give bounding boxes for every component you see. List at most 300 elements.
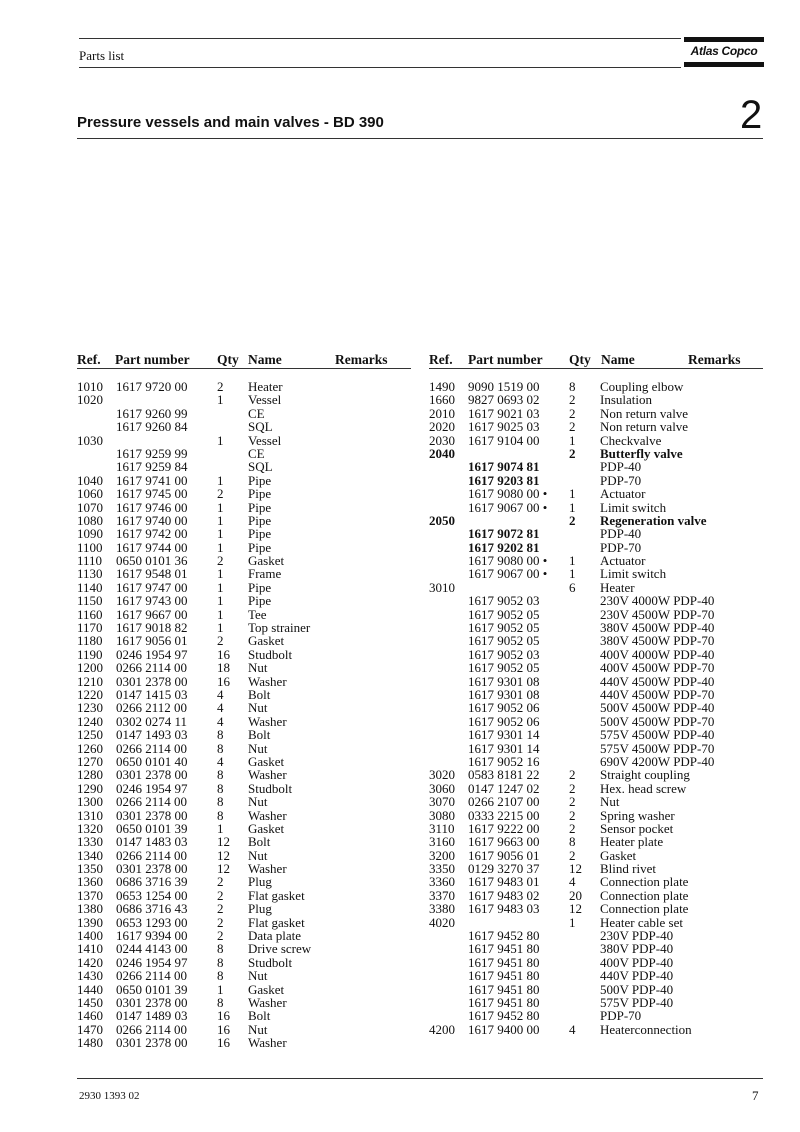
name-cell: PDP-40	[600, 526, 642, 542]
name-cell: 440V 4500W PDP-70	[600, 686, 715, 702]
table-row	[77, 916, 411, 929]
ref-cell: 1100	[77, 539, 103, 555]
section-label: Parts list	[79, 48, 125, 63]
table-row	[77, 1009, 411, 1022]
name-cell: Washer	[248, 994, 287, 1010]
table-row	[77, 862, 411, 875]
table-row	[429, 380, 763, 393]
col-header-part-right: Part number	[468, 352, 543, 367]
table-row	[77, 902, 411, 915]
part-number-cell: 1617 9104 00	[468, 432, 540, 448]
part-number-cell: 9090 1519 00	[468, 379, 540, 394]
table-row	[429, 608, 763, 621]
table-row	[429, 407, 763, 420]
part-number-cell: 1617 9301 14	[468, 727, 540, 743]
name-cell: Flat gasket	[248, 914, 305, 930]
ref-cell: 1490	[429, 379, 455, 394]
title-rule	[77, 138, 763, 139]
name-cell: Washer	[248, 861, 287, 877]
table-row	[77, 929, 411, 942]
qty-cell: 2	[217, 901, 224, 917]
name-cell: 380V 4500W PDP-70	[600, 633, 715, 649]
name-cell: Bolt	[248, 1008, 271, 1024]
table-row	[429, 996, 763, 1009]
table-row	[429, 434, 763, 447]
part-number-cell: 1617 9394 00	[116, 928, 188, 944]
table-row	[77, 581, 411, 594]
table-row	[77, 1023, 411, 1036]
name-cell: 440V 4500W PDP-40	[600, 673, 715, 689]
name-cell: Heater	[248, 379, 283, 394]
part-number-cell: 1617 9667 00	[116, 606, 188, 622]
part-number-cell: 1617 9074 81	[468, 459, 540, 475]
table-row	[429, 447, 763, 460]
ref-cell: 1160	[77, 606, 103, 622]
table-row	[77, 527, 411, 540]
ref-cell: 1030	[77, 432, 103, 448]
qty-cell: 2	[217, 379, 224, 394]
name-cell: Pipe	[248, 539, 272, 555]
qty-cell: 8	[217, 767, 224, 783]
ref-cell: 1090	[77, 526, 103, 542]
part-number-cell: 1617 9052 16	[468, 753, 540, 769]
name-cell: Nut	[248, 847, 268, 863]
part-number-cell: 1617 9483 02	[468, 887, 540, 903]
name-cell: 400V 4000W PDP-40	[600, 646, 715, 662]
table-row	[429, 755, 763, 768]
part-number-cell: 0653 1293 00	[116, 914, 188, 930]
table-row	[77, 514, 411, 527]
part-number-cell: 1617 9451 80	[468, 941, 540, 957]
part-number-cell: 0301 2378 00	[116, 673, 188, 689]
table-row	[77, 501, 411, 514]
ref-cell: 1660	[429, 392, 455, 408]
table-row	[77, 782, 411, 795]
name-cell: 440V PDP-40	[600, 968, 674, 984]
name-cell: Washer	[248, 807, 287, 823]
part-number-cell: 0266 2114 00	[116, 1021, 188, 1037]
ref-cell: 1240	[77, 713, 103, 729]
part-number-cell: 1617 9742 00	[116, 526, 188, 542]
part-number-cell: 0266 2107 00	[468, 794, 540, 810]
ref-cell: 1200	[77, 660, 103, 676]
part-number-cell: 0147 1415 03	[116, 686, 188, 702]
name-cell: Gasket	[248, 633, 285, 649]
part-number-cell: 1617 9483 03	[468, 901, 540, 917]
name-cell: Nut	[248, 700, 268, 716]
table-row	[429, 514, 763, 527]
part-number-cell: 9827 0693 02	[468, 392, 540, 408]
name-cell: Washer	[248, 673, 287, 689]
part-number-cell: 0266 2114 00	[116, 968, 188, 984]
ref-cell: 1400	[77, 928, 103, 944]
ref-cell: 1170	[77, 620, 103, 636]
qty-cell: 1	[217, 512, 224, 528]
name-cell: Spring washer	[600, 807, 675, 823]
table-row	[429, 634, 763, 647]
name-cell: Studbolt	[248, 780, 293, 796]
col-header-qty-left: Qty	[217, 352, 239, 367]
qty-cell: 2	[217, 633, 224, 649]
part-number-cell: 1617 9052 03	[468, 593, 540, 609]
col-header-ref-right: Ref.	[429, 352, 453, 367]
qty-cell: 2	[569, 419, 576, 435]
part-number-cell: 0301 2378 00	[116, 1035, 188, 1051]
part-number-cell: 1617 9720 00	[116, 379, 188, 394]
part-number-cell: 0333 2215 00	[468, 807, 540, 823]
ref-cell: 1010	[77, 379, 103, 394]
qty-cell: 1	[217, 593, 224, 609]
qty-cell: 12	[569, 861, 582, 877]
part-number-cell: 1617 9451 80	[468, 981, 540, 997]
ref-cell: 1060	[77, 486, 103, 502]
part-number-cell: 0266 2114 00	[116, 847, 188, 863]
ref-cell: 3020	[429, 767, 455, 783]
table-row	[77, 634, 411, 647]
part-number-cell: 1617 9548 01	[116, 566, 188, 582]
part-number-cell: 1617 9018 82	[116, 620, 188, 636]
part-number-cell: 0244 4143 00	[116, 941, 188, 957]
part-number-cell: 0686 3716 43	[116, 901, 188, 917]
part-number-cell: 1617 9259 99	[116, 445, 188, 461]
table-row	[429, 648, 763, 661]
part-number-cell: 0302 0274 11	[116, 713, 188, 729]
ref-cell: 3010	[429, 579, 455, 595]
table-row	[429, 875, 763, 888]
name-cell: Hex. head screw	[600, 780, 687, 796]
name-cell: Plug	[248, 901, 272, 917]
name-cell: 690V 4200W PDP-40	[600, 753, 715, 769]
qty-cell: 4	[217, 713, 224, 729]
qty-cell: 1	[569, 499, 576, 515]
qty-cell: 1	[217, 432, 224, 448]
part-number-cell: 1617 9067 00 •	[468, 566, 548, 582]
name-cell: Nut	[600, 794, 620, 810]
qty-cell: 8	[217, 968, 224, 984]
table-row	[77, 835, 411, 848]
ref-cell: 3080	[429, 807, 455, 823]
table-row	[77, 675, 411, 688]
part-number-cell: 1617 9021 03	[468, 405, 540, 421]
ref-cell: 1150	[77, 593, 103, 609]
part-number-cell: 0301 2378 00	[116, 861, 188, 877]
name-cell: Heater cable set	[600, 914, 684, 930]
qty-cell: 8	[217, 780, 224, 796]
qty-cell: 4	[217, 686, 224, 702]
ref-cell: 1270	[77, 753, 103, 769]
name-cell: 400V PDP-40	[600, 954, 674, 970]
table-row	[77, 567, 411, 580]
ref-cell: 1390	[77, 914, 103, 930]
ref-cell: 1040	[77, 472, 103, 488]
qty-cell: 8	[217, 941, 224, 957]
name-cell: Gasket	[248, 981, 285, 997]
part-number-cell: 1617 9259 84	[116, 459, 188, 475]
ref-cell: 3350	[429, 861, 455, 877]
ref-cell: 1180	[77, 633, 103, 649]
qty-cell: 1	[569, 914, 576, 930]
ref-cell: 1220	[77, 686, 103, 702]
name-cell: Coupling elbow	[600, 379, 684, 394]
table-row	[77, 447, 411, 460]
table-row	[77, 434, 411, 447]
qty-cell: 1	[217, 392, 224, 408]
table-row	[429, 661, 763, 674]
ref-cell: 1450	[77, 994, 103, 1010]
name-cell: Limit switch	[600, 499, 667, 515]
table-row	[77, 420, 411, 433]
table-row	[77, 715, 411, 728]
footer-rule	[77, 1078, 763, 1079]
table-row	[77, 1036, 411, 1049]
table-row	[429, 567, 763, 580]
ref-cell: 1230	[77, 700, 103, 716]
name-cell: 380V PDP-40	[600, 941, 674, 957]
name-cell: Bolt	[248, 686, 271, 702]
name-cell: 500V 4500W PDP-70	[600, 713, 715, 729]
ref-cell: 1190	[77, 646, 103, 662]
table-row	[77, 889, 411, 902]
part-number-cell: 1617 9052 05	[468, 620, 540, 636]
part-number-cell: 1617 9743 00	[116, 593, 188, 609]
table-row	[77, 621, 411, 634]
name-cell: Pipe	[248, 593, 272, 609]
qty-cell: 2	[569, 847, 576, 863]
name-cell: CE	[248, 445, 265, 461]
qty-cell: 8	[217, 807, 224, 823]
table-row	[429, 849, 763, 862]
name-cell: Actuator	[600, 553, 646, 569]
col-header-ref-left: Ref.	[77, 352, 101, 367]
table-row	[429, 1009, 763, 1022]
name-cell: Straight coupling	[600, 767, 690, 783]
qty-cell: 12	[569, 901, 582, 917]
qty-cell: 8	[569, 379, 576, 394]
name-cell: Nut	[248, 740, 268, 756]
part-number-cell: 1617 9080 00 •	[468, 486, 548, 502]
table-row	[429, 742, 763, 755]
table-row	[77, 648, 411, 661]
table-row	[429, 862, 763, 875]
qty-cell: 2	[569, 767, 576, 783]
part-number-cell: 1617 9072 81	[468, 526, 540, 542]
name-cell: 230V PDP-40	[600, 928, 674, 944]
name-cell: Frame	[248, 566, 282, 582]
qty-cell: 20	[569, 887, 582, 903]
name-cell: PDP-70	[600, 539, 642, 555]
name-cell: Pipe	[248, 526, 272, 542]
table-row	[77, 822, 411, 835]
table-row	[429, 688, 763, 701]
qty-cell: 18	[217, 660, 230, 676]
name-cell: Vessel	[248, 392, 282, 408]
qty-cell: 12	[217, 861, 230, 877]
part-number-cell: 0266 2112 00	[116, 700, 188, 716]
ref-cell: 1070	[77, 499, 103, 515]
col-header-name-right: Name	[601, 352, 635, 367]
ref-cell: 3380	[429, 901, 455, 917]
table-row	[429, 487, 763, 500]
name-cell: 380V 4500W PDP-40	[600, 620, 715, 636]
table-row	[429, 594, 763, 607]
part-number-cell: 1617 9052 05	[468, 606, 540, 622]
name-cell: Regeneration valve	[600, 512, 707, 528]
name-cell: CE	[248, 405, 265, 421]
table-row	[429, 983, 763, 996]
name-cell: Sensor pocket	[600, 820, 674, 836]
part-number-cell: 1617 9747 00	[116, 579, 188, 595]
name-cell: 575V 4500W PDP-70	[600, 740, 715, 756]
table-row	[429, 929, 763, 942]
table-row	[429, 474, 763, 487]
part-number-cell: 1617 9056 01	[468, 847, 540, 863]
name-cell: Connection plate	[600, 874, 689, 890]
name-cell: 230V 4500W PDP-70	[600, 606, 715, 622]
page-number: 7	[752, 1088, 759, 1103]
qty-cell: 4	[569, 1021, 576, 1037]
name-cell: Bolt	[248, 727, 271, 743]
name-cell: Heater plate	[600, 834, 664, 850]
table-row	[77, 594, 411, 607]
name-cell: Data plate	[248, 928, 302, 944]
table-row	[429, 1023, 763, 1036]
qty-cell: 2	[217, 486, 224, 502]
qty-cell: 2	[569, 392, 576, 408]
qty-cell: 8	[217, 994, 224, 1010]
qty-cell: 16	[217, 673, 230, 689]
qty-cell: 1	[217, 539, 224, 555]
ref-cell: 1360	[77, 874, 103, 890]
qty-cell: 2	[569, 445, 576, 461]
table-row	[77, 728, 411, 741]
col-header-part-left: Part number	[115, 352, 190, 367]
document-number: 2930 1393 02	[79, 1090, 140, 1102]
qty-cell: 1	[569, 553, 576, 569]
ref-cell: 1480	[77, 1035, 103, 1051]
qty-cell: 2	[217, 887, 224, 903]
table-row	[77, 608, 411, 621]
name-cell: Studbolt	[248, 646, 293, 662]
qty-cell: 1	[217, 472, 224, 488]
qty-cell: 2	[569, 794, 576, 810]
ref-cell: 3070	[429, 794, 455, 810]
part-number-cell: 1617 9663 00	[468, 834, 540, 850]
ref-cell: 1210	[77, 673, 103, 689]
part-number-cell: 0147 1493 03	[116, 727, 188, 743]
part-number-cell: 1617 9025 03	[468, 419, 540, 435]
name-cell: 500V 4500W PDP-40	[600, 700, 715, 716]
right-header-rule	[429, 368, 763, 369]
qty-cell: 8	[217, 954, 224, 970]
name-cell: 575V PDP-40	[600, 994, 674, 1010]
ref-cell: 3370	[429, 887, 455, 903]
name-cell: Non return valve	[600, 419, 689, 435]
qty-cell: 8	[217, 794, 224, 810]
name-cell: Checkvalve	[600, 432, 662, 448]
name-cell: Connection plate	[600, 887, 689, 903]
ref-cell: 2050	[429, 512, 455, 528]
ref-cell: 1280	[77, 767, 103, 783]
table-row	[429, 822, 763, 835]
part-number-cell: 1617 9052 05	[468, 633, 540, 649]
ref-cell: 1380	[77, 901, 103, 917]
ref-cell: 1460	[77, 1008, 103, 1024]
table-row	[429, 902, 763, 915]
ref-cell: 1080	[77, 512, 103, 528]
name-cell: Actuator	[600, 486, 646, 502]
qty-cell: 1	[569, 566, 576, 582]
part-number-cell: 0147 1247 02	[468, 780, 540, 796]
part-number-cell: 0650 0101 36	[116, 553, 188, 569]
ref-cell: 3360	[429, 874, 455, 890]
ref-cell: 1300	[77, 794, 103, 810]
qty-cell: 1	[569, 432, 576, 448]
qty-cell: 4	[569, 874, 576, 890]
name-cell: Studbolt	[248, 954, 293, 970]
table-row	[77, 742, 411, 755]
name-cell: Pipe	[248, 579, 272, 595]
qty-cell: 16	[217, 1021, 230, 1037]
header-bottom-rule	[79, 67, 681, 68]
part-number-cell: 1617 9052 05	[468, 660, 540, 676]
col-header-qty-right: Qty	[569, 352, 591, 367]
ref-cell: 1470	[77, 1021, 103, 1037]
name-cell: Plug	[248, 874, 272, 890]
part-number-cell: 1617 9052 03	[468, 646, 540, 662]
atlas-copco-logo	[684, 37, 764, 67]
part-number-cell: 0301 2378 00	[116, 807, 188, 823]
qty-cell: 2	[569, 807, 576, 823]
table-row	[77, 795, 411, 808]
part-number-cell: 1617 9202 81	[468, 539, 540, 555]
col-header-remarks-left: Remarks	[335, 352, 388, 367]
table-row	[429, 501, 763, 514]
name-cell: 500V PDP-40	[600, 981, 674, 997]
table-row	[77, 541, 411, 554]
table-row	[429, 715, 763, 728]
table-row	[77, 380, 411, 393]
table-row	[429, 541, 763, 554]
name-cell: Limit switch	[600, 566, 667, 582]
ref-cell: 1250	[77, 727, 103, 743]
table-row	[429, 835, 763, 848]
table-row	[429, 554, 763, 567]
qty-cell: 8	[217, 740, 224, 756]
table-row	[429, 795, 763, 808]
qty-cell: 12	[217, 847, 230, 863]
ref-cell: 1370	[77, 887, 103, 903]
parts-table-right	[429, 380, 763, 1036]
col-header-name-left: Name	[248, 352, 282, 367]
qty-cell: 1	[217, 620, 224, 636]
ref-cell: 1430	[77, 968, 103, 984]
name-cell: Washer	[248, 713, 287, 729]
ref-cell: 2030	[429, 432, 455, 448]
name-cell: Pipe	[248, 499, 272, 515]
qty-cell: 4	[217, 700, 224, 716]
table-row	[77, 407, 411, 420]
name-cell: Non return valve	[600, 405, 689, 421]
table-row	[429, 956, 763, 969]
part-number-cell: 1617 9400 00	[468, 1021, 540, 1037]
name-cell: Gasket	[248, 753, 285, 769]
part-number-cell: 0129 3270 37	[468, 861, 540, 877]
name-cell: Connection plate	[600, 901, 689, 917]
name-cell: Insulation	[600, 392, 652, 408]
part-number-cell: 1617 9301 14	[468, 740, 540, 756]
ref-cell: 1440	[77, 981, 103, 997]
part-number-cell: 0301 2378 00	[116, 767, 188, 783]
